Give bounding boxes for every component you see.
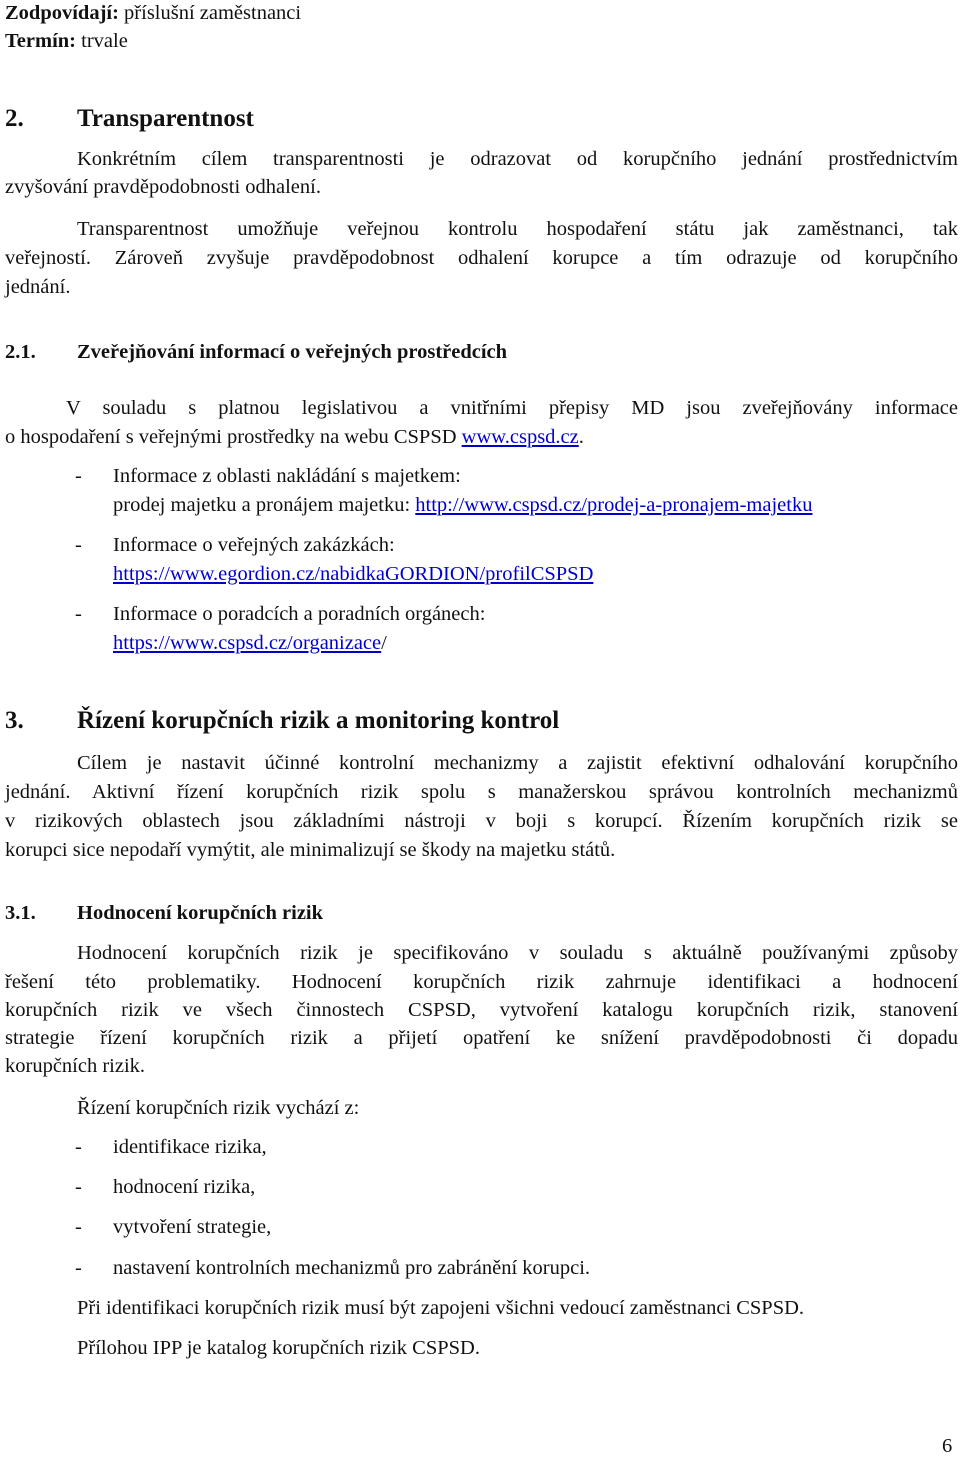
list-item-advisors-line-2: [113, 633, 387, 654]
responsible-label: Zodpovídají:: [5, 2, 119, 24]
list-dash: -: [75, 534, 82, 556]
list-item-strategy: vytvoření strategie,: [113, 1216, 272, 1238]
section-3-1-title: Hodnocení korupčních rizik: [77, 902, 324, 924]
s31-line-5: korupčních rizik.: [5, 1055, 146, 1077]
organization-link[interactable]: https://www.cspsd.cz/organizace: [113, 632, 382, 654]
list-item-property-label: Informace z oblasti nakládání s majetkem:: [113, 465, 461, 487]
section-3-number: 3.: [5, 707, 24, 734]
s2-paragraph-2-line-2: veřejností. Zároveň zvyšuje pravděpodobnost odhalení korupce a tím odrazuje od korupčního: [5, 247, 958, 269]
list-dash: -: [75, 465, 82, 487]
property-sale-link[interactable]: http://www.cspsd.cz/prodej-a-pronajem-majetku: [415, 494, 813, 516]
term-label: Termín:: [5, 30, 76, 52]
list-item-tenders-line-2: [113, 564, 593, 585]
list-item-tenders-label: Informace o veřejných zakázkách:: [113, 534, 395, 556]
responsible-line: [5, 3, 301, 24]
section-2-1-number: 2.1.: [5, 341, 36, 363]
s2-paragraph-1-line-2: zvyšování pravděpodobnosti odhalení.: [5, 176, 321, 198]
list-item-advisors-label: Informace o poradcích a poradních orgánech:: [113, 603, 486, 625]
s2-paragraph-2-line-3: jednání.: [5, 276, 71, 298]
section-2-title: Transparentnost: [77, 105, 254, 132]
section-2-number: 2.: [5, 105, 24, 132]
s2-paragraph-1-line-1: Konkrétním cílem transparentnosti je odrazovat od korupčního jednání prostřednictvím: [77, 148, 958, 170]
s3-line-2: jednání. Aktivní řízení korupčních rizik spolu s manažerskou správou kontrolních mechanizmů: [5, 781, 958, 803]
section-3-title: Řízení korupčních rizik a monitoring kontrol: [77, 707, 560, 734]
list-item-controls: nastavení kontrolních mechanizmů pro zabránění korupci.: [113, 1257, 591, 1279]
s21-paragraph-end: .: [578, 426, 584, 448]
term-line: [5, 31, 128, 52]
s2-paragraph-2-line-1: Transparentnost umožňuje veřejnou kontrolu hospodaření státu jak zaměstnanci, tak: [77, 218, 958, 240]
list-dash: -: [75, 1176, 82, 1198]
s31-identification-paragraph: Při identifikaci korupčních rizik musí být zapojeni všichni vedoucí zaměstnanci CSPSD.: [77, 1297, 805, 1319]
s3-line-3: v rizikových oblastech jsou základními nástroji v boji s korupcí. Řízením korupčních rizik se: [5, 810, 958, 832]
s21-paragraph-text: o hospodaření s veřejnými prostředky na webu CSPSD: [5, 426, 462, 448]
s3-line-4: korupci sice nepodaří vymýtit, ale minimalizují se škody na majetku států.: [5, 839, 616, 861]
s31-line-2: řešení této problematiky. Hodnocení korupčních rizik zahrnuje identifikaci a hodnocení: [5, 971, 958, 993]
list-item-assessment: hodnocení rizika,: [113, 1176, 256, 1198]
list-dash: -: [75, 1257, 82, 1279]
list-item-property-text: prodej majetku a pronájem majetku:: [113, 494, 416, 516]
s31-intro: Řízení korupčních rizik vychází z:: [77, 1097, 360, 1119]
list-dash: -: [75, 1136, 82, 1158]
s31-attachment-paragraph: Přílohou IPP je katalog korupčních rizik CSPSD.: [77, 1337, 480, 1359]
responsible-value: příslušní zaměstnanci: [124, 2, 302, 24]
s31-line-3: korupčních rizik ve všech činnostech CSPSD, vytvoření katalogu korupčních rizik, stanovení: [5, 999, 958, 1021]
list-item-property-line-2: [113, 495, 812, 516]
cspsd-web-link[interactable]: www.cspsd.cz: [461, 426, 579, 448]
s31-line-4: strategie řízení korupčních rizik a přijetí opatření ke snížení pravděpodobnosti či dopadu: [5, 1027, 958, 1049]
s21-paragraph-line-2: [5, 427, 584, 448]
list-dash: -: [75, 603, 82, 625]
section-3-1-number: 3.1.: [5, 902, 36, 924]
page-number: 6: [942, 1435, 953, 1457]
organization-link-slash: /: [381, 632, 387, 654]
list-item-identification: identifikace rizika,: [113, 1136, 267, 1158]
section-2-1-title: Zveřejňování informací o veřejných prostředcích: [77, 341, 508, 363]
s3-line-1: Cílem je nastavit účinné kontrolní mechanizmy a zajistit efektivní odhalování korupčního: [77, 752, 958, 774]
s31-line-1: Hodnocení korupčních rizik je specifikováno v souladu s aktuálně používanými způsoby: [77, 942, 958, 964]
s21-paragraph-line-1: V souladu s platnou legislativou a vnitřními přepisy MD jsou zveřejňovány informace: [66, 397, 958, 419]
egordion-profile-link[interactable]: https://www.egordion.cz/nabidkaGORDION/profilCSPSD: [113, 563, 594, 585]
list-dash: -: [75, 1216, 82, 1238]
term-value: trvale: [81, 30, 128, 52]
